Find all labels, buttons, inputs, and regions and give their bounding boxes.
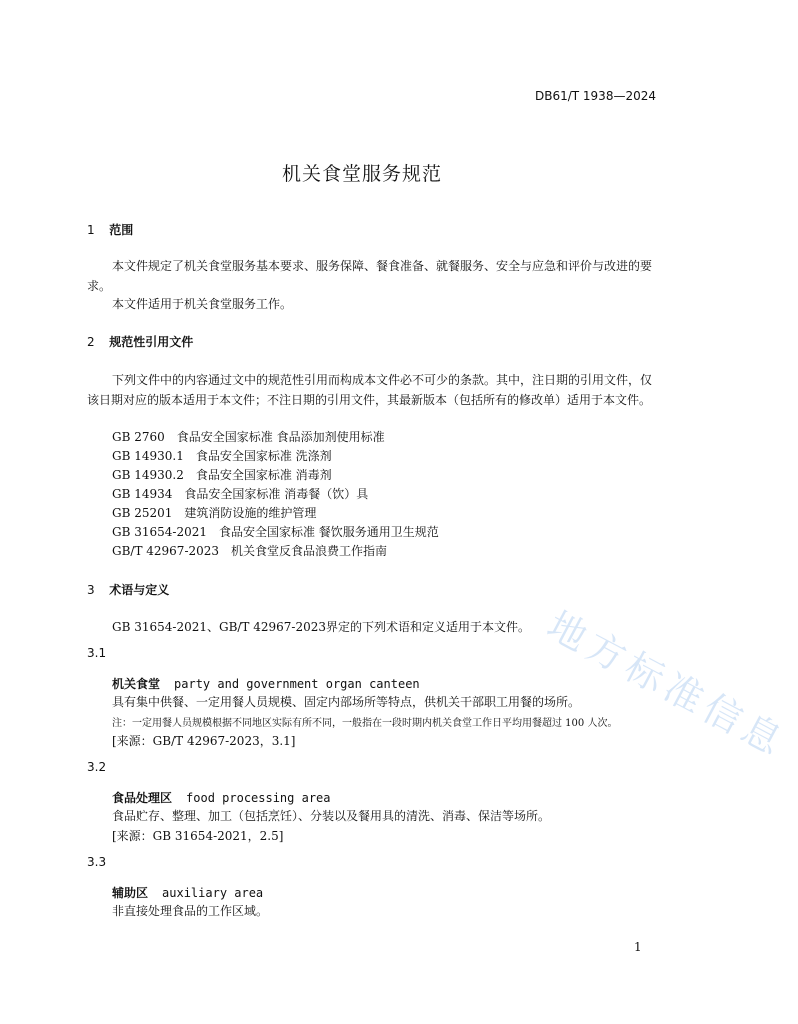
section-number: 1: [87, 223, 95, 237]
reference-item: GB 2760 食品安全国家标准 食品添加剂使用标准: [112, 430, 385, 444]
reference-item: GB 14934 食品安全国家标准 消毒餐（饮）具: [112, 487, 369, 501]
term-source: [来源：GB 31654-2021，2.5]: [112, 829, 284, 843]
section-title: 术语与定义: [109, 583, 170, 597]
document-title: 机关食堂服务规范: [281, 163, 442, 185]
term-english: auxiliary area: [162, 886, 264, 900]
watermark: 地方标准信息: [540, 602, 794, 766]
reference-item: GB 14930.2 食品安全国家标准 消毒剂: [112, 468, 332, 482]
term-chinese: 机关食堂: [112, 677, 161, 691]
scope-applicability: 本文件适用于机关食堂服务工作。: [112, 297, 293, 311]
section-3-heading: [87, 581, 169, 598]
section-1-heading: [87, 221, 133, 238]
reference-item: GB/T 42967-2023 机关食堂反食品浪费工作指南: [112, 544, 388, 558]
clause-number: 3.3: [87, 855, 107, 869]
term-heading: [112, 884, 263, 901]
references-intro: 下列文件中的内容通过文中的规范性引用而构成本文件必不可少的条款。其中，注日期的引用文件，仅该日期对应的版本适用于本文件；不注日期的引用文件，其最新版本（包括所有的修改单）适用于本文件。: [87, 373, 653, 407]
term-definition: 非直接处理食品的工作区域。: [112, 904, 269, 918]
document-code: DB61/T 1938—2024: [534, 89, 656, 103]
clause-number: 3.2: [87, 760, 107, 774]
section-title: 规范性引用文件: [109, 335, 194, 349]
page-number: 1: [634, 940, 642, 954]
term-chinese: 食品处理区: [112, 791, 173, 805]
section-2-heading: [87, 333, 193, 350]
term-english: food processing area: [186, 791, 331, 805]
term-note: 注：一定用餐人员规模根据不同地区实际有所不同，一般指在一段时期内机关食堂工作日平均用餐超过 100 人次。: [112, 718, 618, 729]
term-chinese: 辅助区: [112, 886, 149, 900]
section-number: 2: [87, 335, 95, 349]
section-title: 范围: [109, 223, 134, 237]
term-definition: 食品贮存、整理、加工（包括烹饪）、分装以及餐用具的清洗、消毒、保洁等场所。: [112, 809, 551, 823]
clause-number: 3.1: [87, 646, 107, 660]
term-english: party and government organ canteen: [174, 677, 420, 691]
reference-item: GB 31654-2021 食品安全国家标准 餐饮服务通用卫生规范: [112, 525, 439, 539]
scope-paragraph: 本文件规定了机关食堂服务基本要求、服务保障、餐食准备、就餐服务、安全与应急和评价与改进的要求。: [87, 259, 653, 293]
terms-intro: GB 31654-2021、GB/T 42967-2023界定的下列术语和定义适用于本文件。: [112, 620, 531, 634]
reference-item: GB 25201 建筑消防设施的维护管理: [112, 506, 317, 520]
section-number: 3: [87, 583, 95, 597]
term-source: [来源：GB/T 42967-2023，3.1]: [112, 734, 296, 748]
term-heading: [112, 789, 331, 806]
term-definition: 具有集中供餐、一定用餐人员规模、固定内部场所等特点，供机关干部职工用餐的场所。: [112, 695, 581, 709]
reference-item: GB 14930.1 食品安全国家标准 洗涤剂: [112, 449, 332, 463]
term-heading: [112, 675, 420, 692]
